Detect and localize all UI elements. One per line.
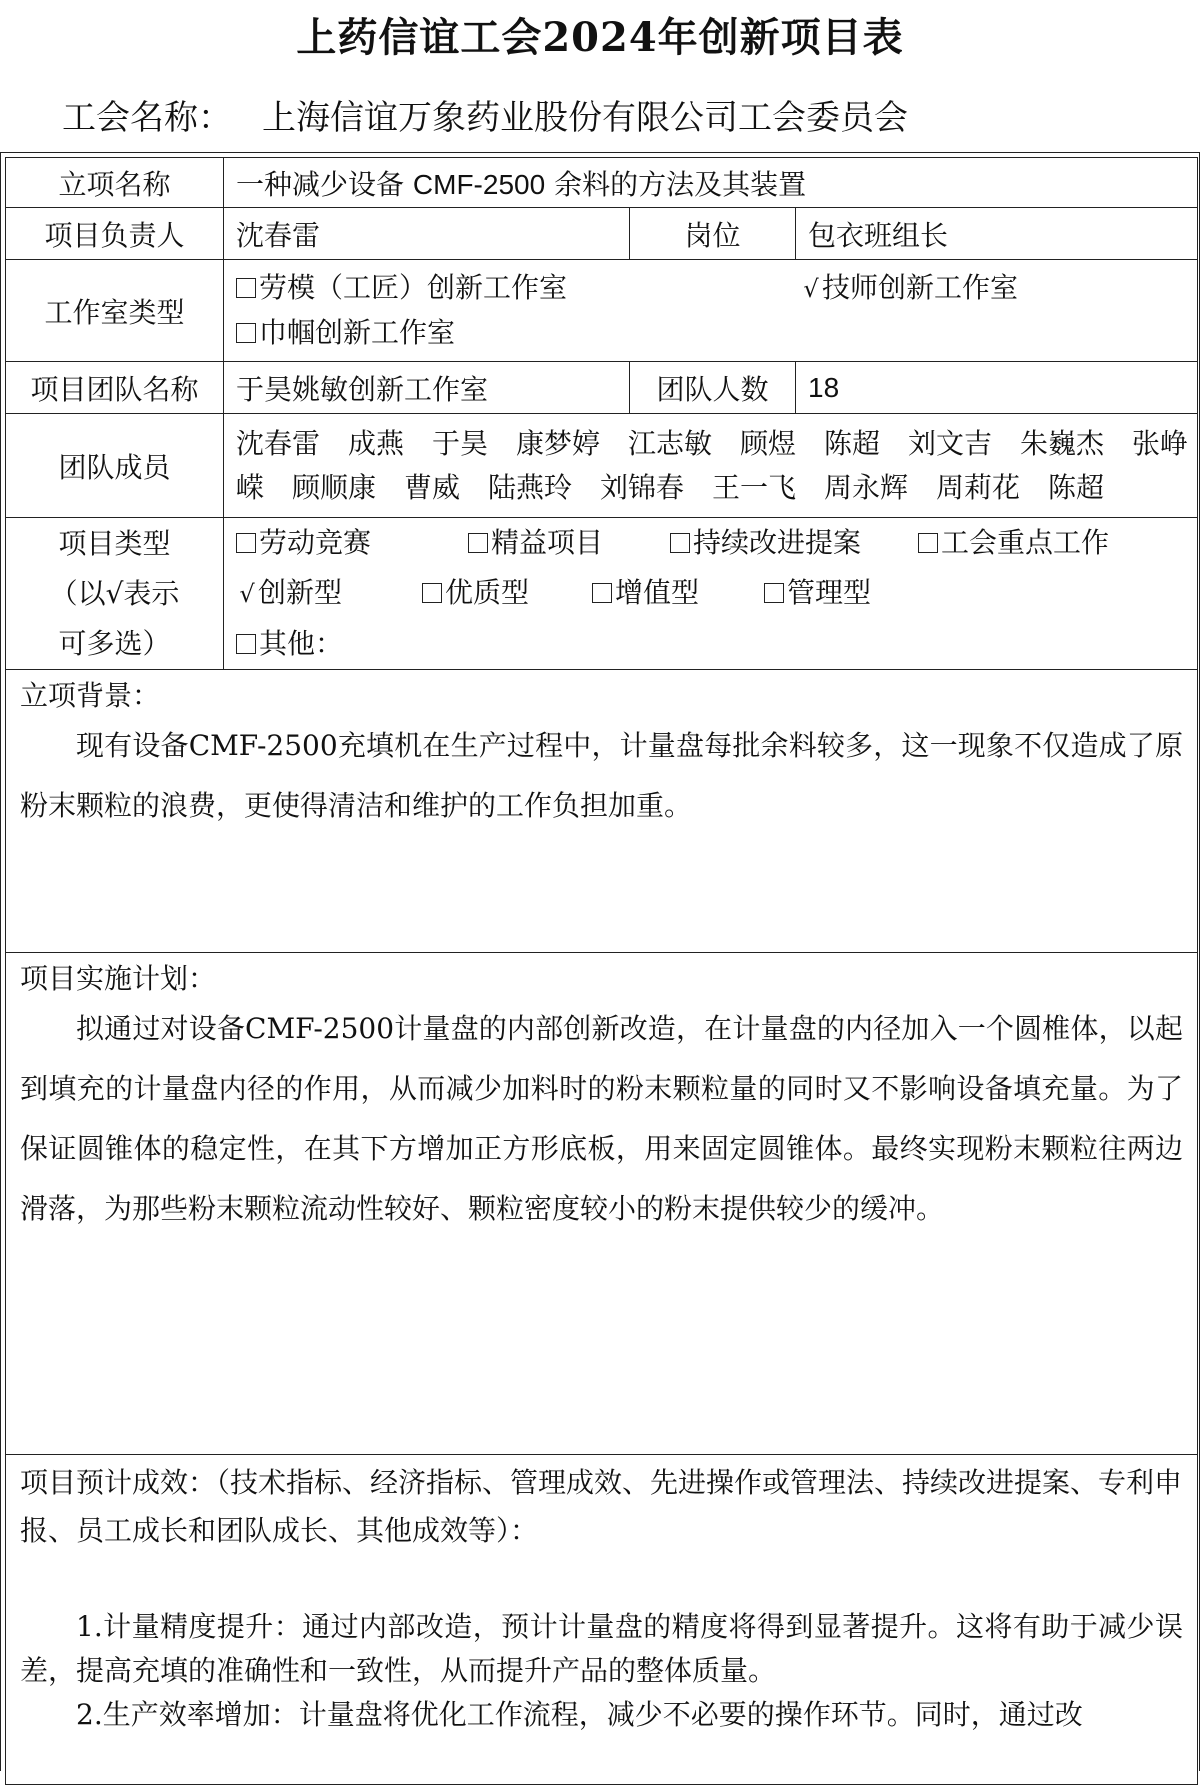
union-name-value: 上海信谊万象药业股份有限公司工会委员会	[262, 98, 908, 138]
option-label: 增值型	[615, 576, 700, 609]
team-name-value: 于昊姚敏创新工作室	[224, 362, 630, 414]
option-label: 其他：	[259, 627, 344, 660]
option-label: 劳动竞赛	[259, 526, 372, 559]
members-line-2: 嵘 顾顺康 曹威 陆燕玲 刘锦春 王一飞 周永辉 周莉花 陈超	[236, 470, 1105, 504]
type-option-innovation[interactable]	[236, 568, 422, 619]
plan-text: 拟通过对设备CMF-2500计量盘的内部创新改造，在计量盘的内径加入一个圆椎体，以起到填充的计量盘内径的作用，从而减少加料时的粉末颗粒量的同时又不影响设备填充量。为了保证圆锥体的稳定性，在其下方增加正方形底板，用来固定圆锥体。最终实现粉末颗粒往两边滑落，为那些粉末颗粒流动性较好、颗粒密度较小的粉末提供较少的缓冲。	[20, 1012, 1183, 1225]
project-name-code: CMF-2500	[412, 168, 546, 200]
checkbox-icon	[236, 278, 256, 298]
outcome-item-1: 1.计量精度提升：通过内部改造，预计计量盘的精度将得到显著提升。这将有助于减少误差，提高充填的准确性和一致性，从而提升产品的整体质量。	[20, 1610, 1183, 1687]
members-line-1: 沈春雷 成燕 于昊 康梦婷 江志敏 顾煜 陈超 刘文吉 朱巍杰 张峥	[236, 426, 1189, 460]
background-section	[6, 670, 1198, 953]
project-type-label	[6, 518, 224, 670]
type-option-lean[interactable]	[468, 518, 670, 568]
row-outcome	[6, 1455, 1198, 1785]
type-option-value-added[interactable]	[592, 568, 764, 618]
row-project-type	[6, 518, 1198, 670]
project-form-table	[5, 157, 1198, 1785]
union-name-label: 工会名称：	[62, 98, 232, 138]
studio-option-women[interactable]	[236, 311, 455, 355]
check-mark-icon: √	[803, 275, 819, 303]
type-option-key-work[interactable]	[918, 518, 1109, 568]
type-option-improvement[interactable]	[670, 518, 918, 568]
background-title: 立项背景：	[20, 679, 161, 712]
post-value: 包衣班组长	[796, 208, 1198, 260]
checkbox-icon	[468, 533, 488, 553]
studio-option-model-worker[interactable]	[236, 266, 800, 310]
project-name-value	[224, 158, 1198, 208]
check-mark-icon: √	[239, 580, 255, 608]
project-type-label-1: 项目类型	[58, 526, 171, 560]
row-team	[6, 362, 1198, 414]
row-members	[6, 414, 1198, 518]
row-studio-type	[6, 260, 1198, 362]
project-type-label-2: （以√表示	[49, 576, 180, 610]
type-option-quality[interactable]	[422, 568, 592, 618]
row-background	[6, 670, 1198, 953]
checkbox-icon	[422, 583, 442, 603]
studio-type-options	[224, 260, 1198, 362]
checkbox-icon	[764, 583, 784, 603]
option-label: 巾帼创新工作室	[259, 316, 456, 349]
option-label: 劳模（工匠）创新工作室	[259, 271, 568, 304]
option-label: 技师创新工作室	[822, 271, 1019, 304]
outcome-section	[6, 1455, 1198, 1785]
checkbox-icon	[236, 533, 256, 553]
project-name-text-2: 余料的方法及其装置	[545, 167, 807, 201]
union-name-row	[62, 90, 908, 139]
option-label: 优质型	[445, 576, 530, 609]
option-label: 精益项目	[491, 526, 604, 559]
project-name-label: 立项名称	[6, 158, 224, 208]
option-label: 工会重点工作	[941, 526, 1110, 559]
team-count-value: 18	[796, 362, 1198, 414]
team-count-label: 团队人数	[630, 362, 796, 414]
option-label: 管理型	[787, 576, 872, 609]
checkbox-icon	[918, 533, 938, 553]
row-project-name	[6, 158, 1198, 208]
checkbox-icon	[670, 533, 690, 553]
studio-option-technician[interactable]	[800, 266, 1018, 311]
background-text: 现有设备CMF-2500充填机在生产过程中，计量盘每批余料较多，这一现象不仅造成了原粉末颗粒的浪费，更使得清洁和维护的工作负担加重。	[20, 729, 1183, 822]
plan-title: 项目实施计划：	[20, 962, 217, 995]
row-leader	[6, 208, 1198, 260]
plan-section	[6, 953, 1198, 1455]
team-name-label: 项目团队名称	[6, 362, 224, 414]
type-option-management[interactable]	[764, 568, 871, 618]
leader-label: 项目负责人	[6, 208, 224, 260]
checkbox-icon	[236, 634, 256, 654]
project-type-label-3: 可多选）	[58, 626, 171, 660]
option-label: 创新型	[258, 576, 343, 609]
project-type-options	[224, 518, 1198, 670]
members-label: 团队成员	[6, 414, 224, 518]
studio-type-label: 工作室类型	[6, 260, 224, 362]
outcome-item-2: 2.生产效率增加：计量盘将优化工作流程，减少不必要的操作环节。同时，通过改	[76, 1698, 1083, 1731]
option-label: 持续改进提案	[693, 526, 862, 559]
type-option-labor-competition[interactable]	[236, 518, 468, 568]
outcome-title: 项目预计成效：（技术指标、经济指标、管理成效、先进操作或管理法、持续改进提案、专利申报、员工成长和团队成长、其他成效等）：	[20, 1466, 1183, 1547]
project-name-text-1: 一种减少设备	[236, 167, 413, 201]
type-option-other[interactable]	[236, 619, 343, 669]
form-title: 上药信谊工会2024年创新项目表	[296, 14, 904, 61]
members-value	[224, 414, 1198, 518]
leader-value: 沈春雷	[224, 208, 630, 260]
row-plan	[6, 953, 1198, 1455]
checkbox-icon	[592, 583, 612, 603]
post-label: 岗位	[630, 208, 796, 260]
checkbox-icon	[236, 323, 256, 343]
